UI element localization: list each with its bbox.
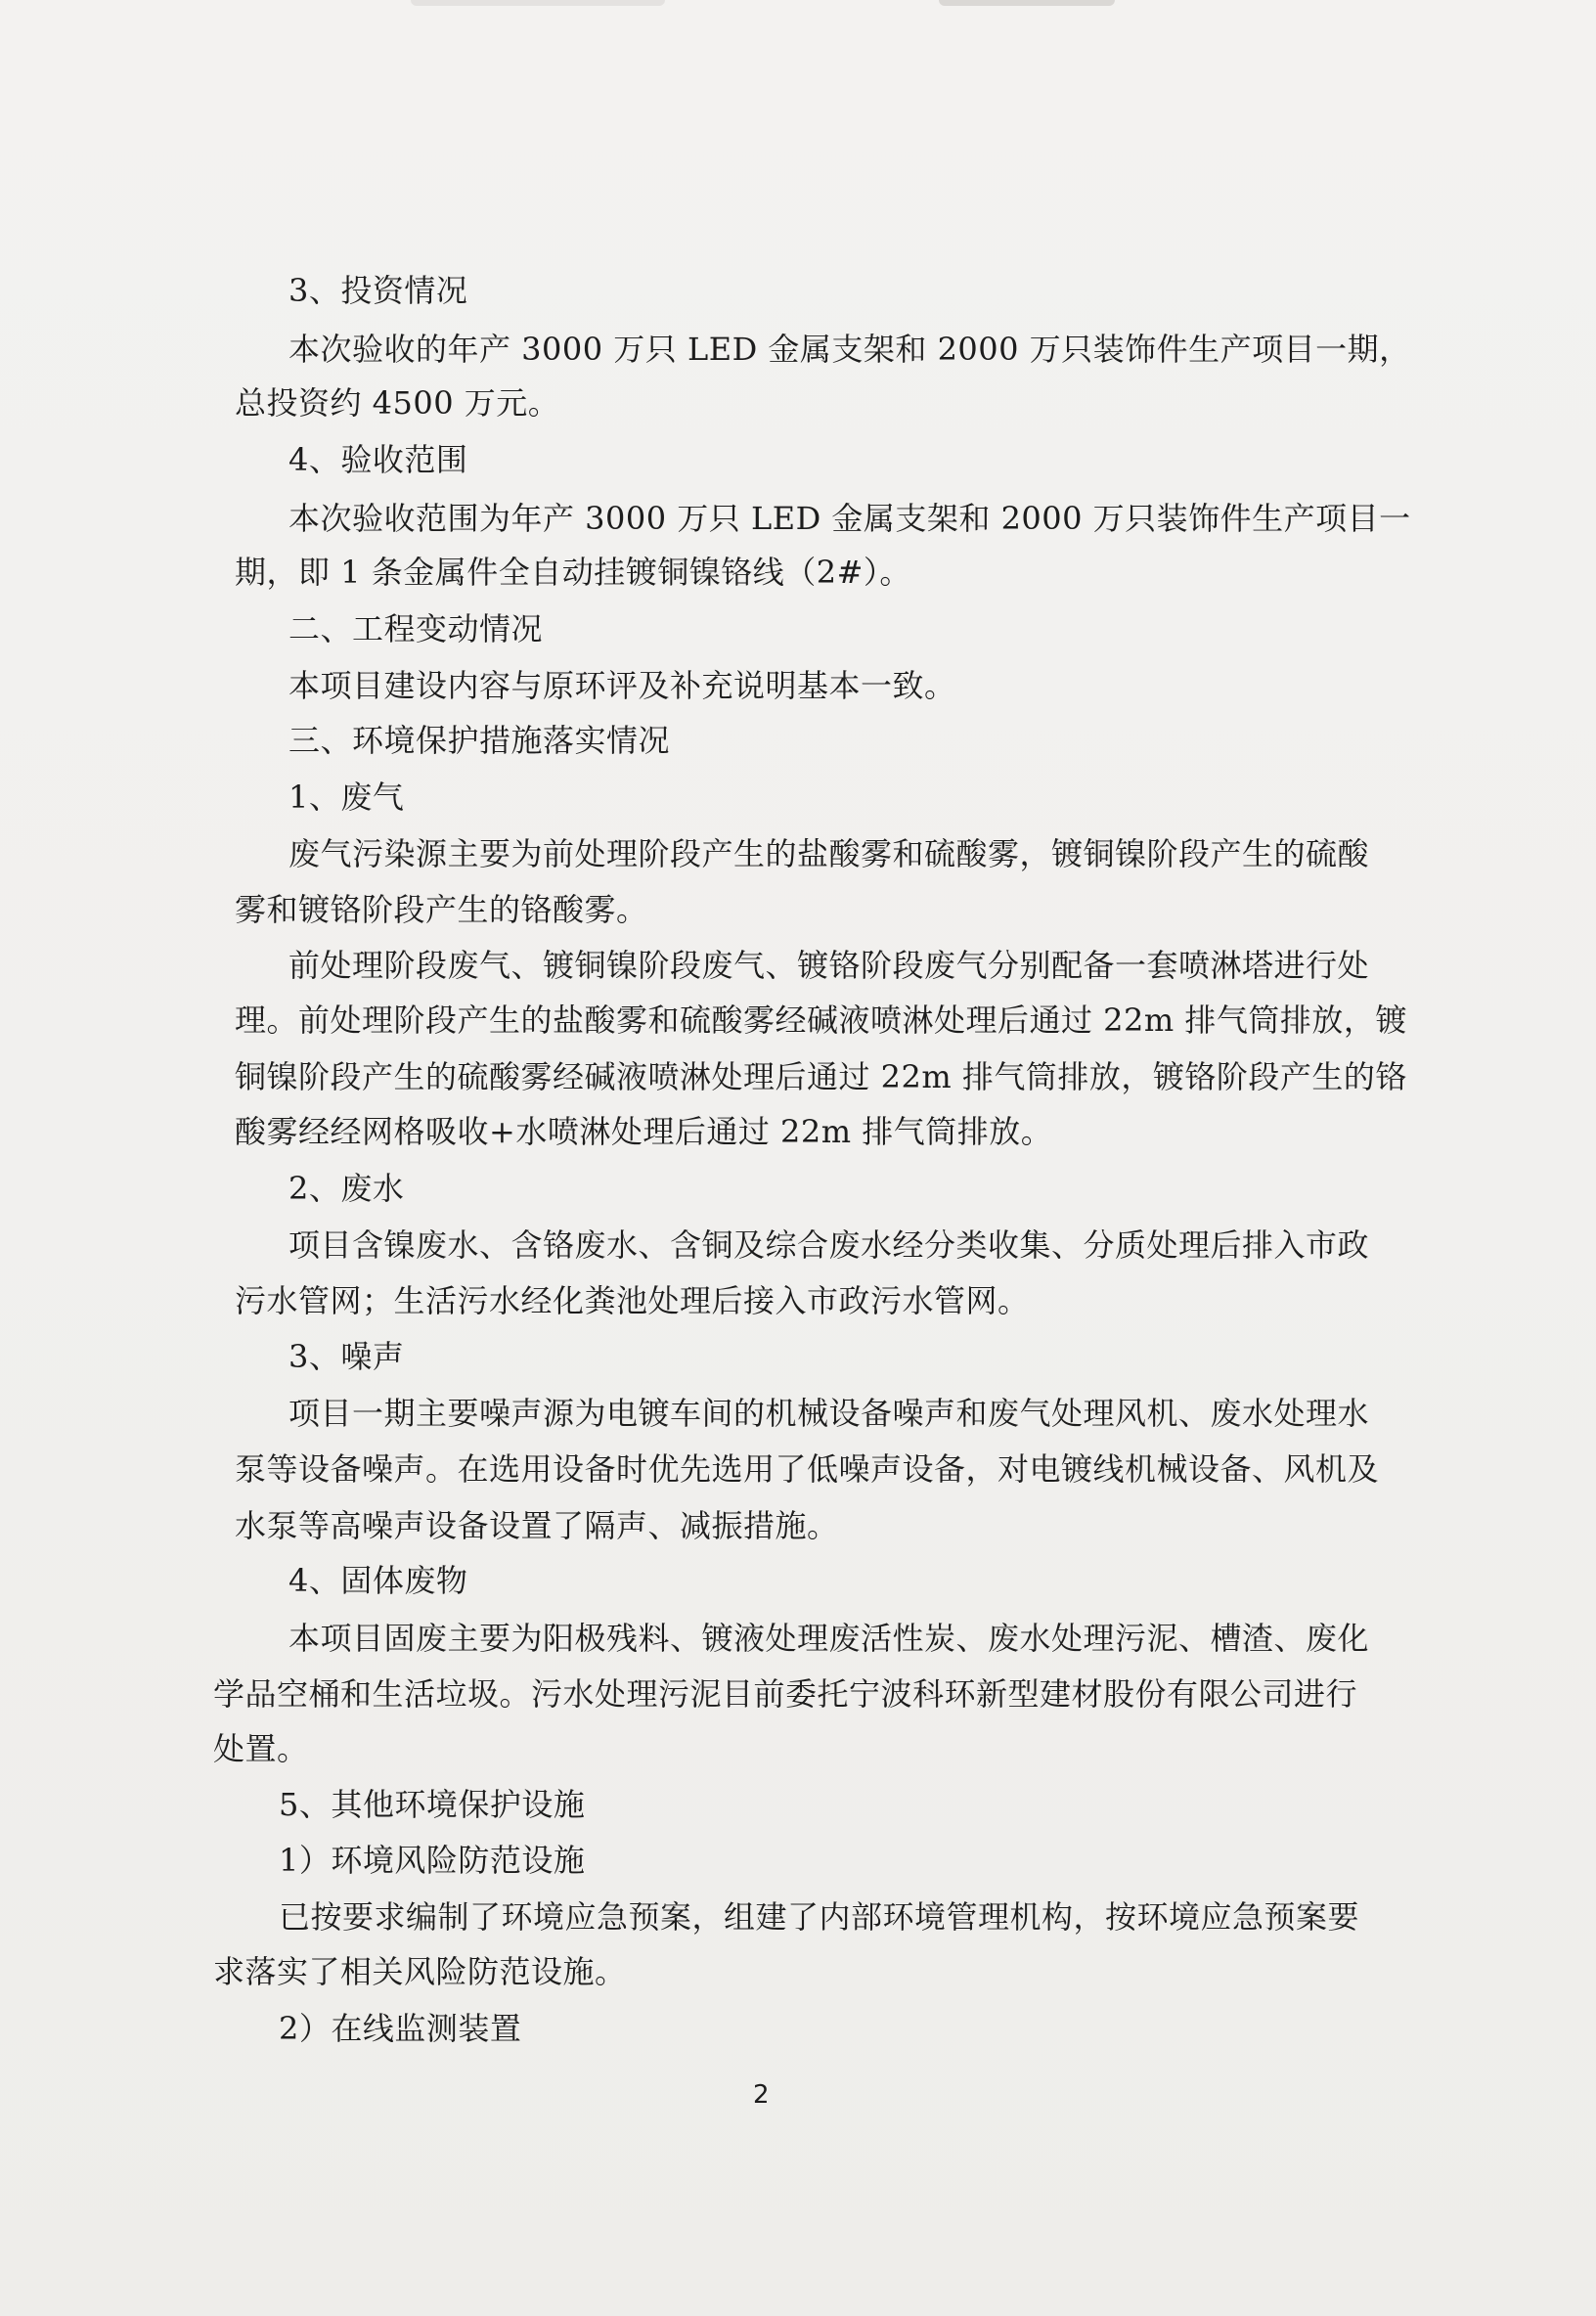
paragraph-line: 项目含镍废水、含铬废水、含铜及综合废水经分类收集、分质处理后排入市政 — [288, 1226, 1370, 1264]
section-heading-scope: 4、验收范围 — [288, 441, 468, 478]
paragraph-line: 理。前处理阶段产生的盐酸雾和硫酸雾经碱液喷淋处理后通过 22m 排气筒排放，镀 — [235, 1002, 1407, 1039]
item-heading-monitoring: 2）在线监测装置 — [279, 2010, 522, 2047]
subsection-heading-waste-water: 2、废水 — [288, 1170, 405, 1207]
paragraph-line: 项目一期主要噪声源为电镀车间的机械设备噪声和废气处理风机、废水处理水 — [288, 1395, 1370, 1432]
paragraph-line: 雾和镀铬阶段产生的铬酸雾。 — [235, 891, 648, 928]
paragraph-line: 废气污染源主要为前处理阶段产生的盐酸雾和硫酸雾，镀铜镍阶段产生的硫酸 — [288, 835, 1370, 872]
section-heading-changes: 二、工程变动情况 — [288, 610, 544, 647]
paragraph-line: 水泵等高噪声设备设置了隔声、减振措施。 — [235, 1507, 839, 1544]
paragraph-line: 前处理阶段废气、镀铜镍阶段废气、镀铬阶段废气分别配备一套喷淋塔进行处 — [288, 947, 1370, 984]
subsection-heading-noise: 3、噪声 — [288, 1338, 405, 1375]
section-heading-investment: 3、投资情况 — [288, 272, 468, 309]
scan-smudge — [939, 0, 1115, 6]
paragraph-line: 总投资约 4500 万元。 — [235, 384, 560, 422]
paragraph-line: 本次验收的年产 3000 万只 LED 金属支架和 2000 万只装饰件生产项目一期， — [288, 331, 1411, 368]
scan-smudge — [411, 0, 665, 6]
paragraph-line: 已按要求编制了环境应急预案，组建了内部环境管理机构，按环境应急预案要 — [279, 1898, 1360, 1936]
paragraph-line: 学品空桶和生活垃圾。污水处理污泥目前委托宁波科环新型建材股份有限公司进行 — [213, 1675, 1358, 1713]
paragraph-line: 本项目固废主要为阳极残料、镀液处理废活性炭、废水处理污泥、槽渣、废化 — [288, 1620, 1370, 1657]
item-heading-risk: 1）环境风险防范设施 — [279, 1842, 586, 1879]
paragraph-line: 处置。 — [213, 1730, 309, 1767]
paragraph-line: 泵等设备噪声。在选用设备时优先选用了低噪声设备，对电镀线机械设备、风机及 — [235, 1450, 1380, 1488]
subsection-heading-other: 5、其他环境保护设施 — [279, 1786, 586, 1823]
paragraph-line: 铜镍阶段产生的硫酸雾经碱液喷淋处理后通过 22m 排气筒排放，镀铬阶段产生的铬 — [235, 1058, 1407, 1095]
subsection-heading-waste-gas: 1、废气 — [288, 779, 405, 816]
subsection-heading-solid-waste: 4、固体废物 — [288, 1562, 468, 1599]
paragraph-line: 本项目建设内容与原环评及补充说明基本一致。 — [288, 667, 956, 704]
paragraph-line: 期，即 1 条金属件全自动挂镀铜镍铬线（2#）。 — [235, 554, 911, 591]
paragraph-line: 本次验收范围为年产 3000 万只 LED 金属支架和 2000 万只装饰件生产项目一 — [288, 500, 1411, 537]
paragraph-line: 污水管网；生活污水经化粪池处理后接入市政污水管网。 — [235, 1282, 1030, 1319]
page-number: 2 — [753, 2080, 770, 2110]
paragraph-line: 酸雾经经网格吸收+水喷淋处理后通过 22m 排气筒排放。 — [235, 1113, 1053, 1150]
paragraph-line: 求落实了相关风险防范设施。 — [213, 1953, 627, 1990]
section-heading-measures: 三、环境保护措施落实情况 — [288, 722, 671, 759]
